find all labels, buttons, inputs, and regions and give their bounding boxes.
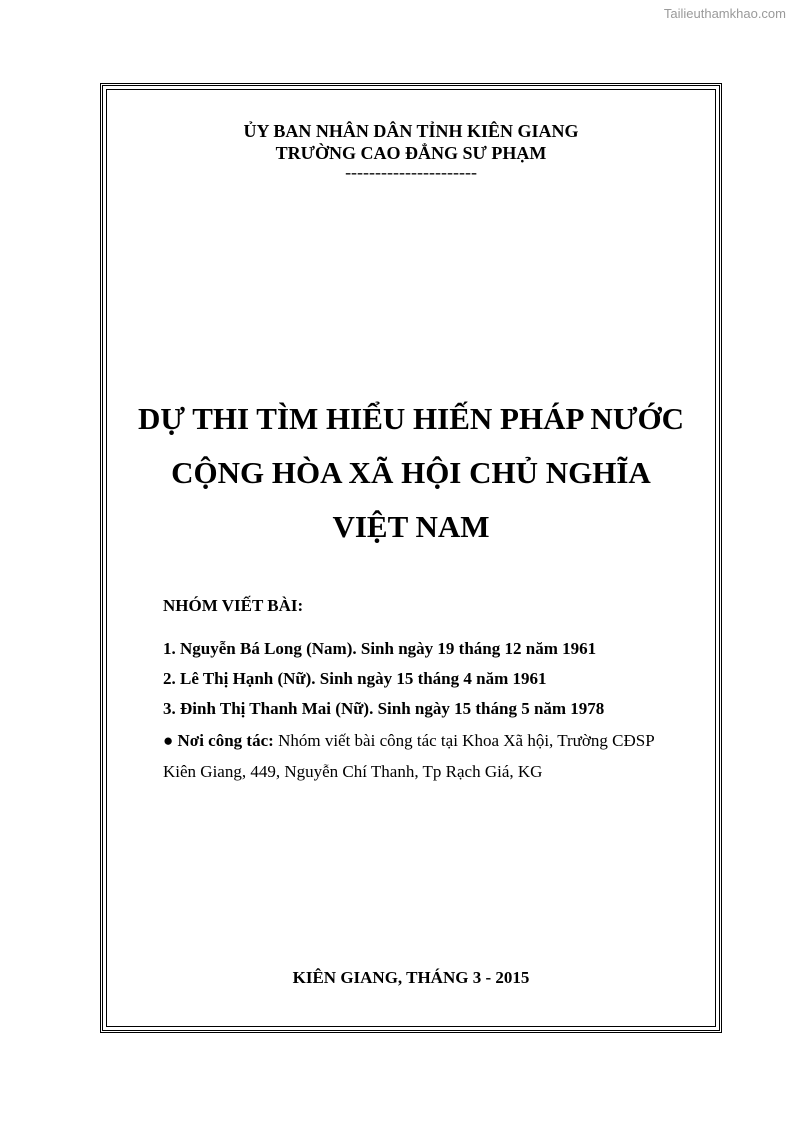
workplace-label: ● Nơi công tác: — [163, 731, 274, 750]
title-line-3: VIỆT NAM — [332, 509, 490, 544]
workplace-text: Nhóm viết bài công tác tại Khoa Xã hội, Trường CĐSP Kiên Giang, 449, Nguyễn Chí Thanh, Tp Rạch Giá, KG — [163, 731, 655, 781]
header-divider: ---------------------- — [345, 162, 477, 182]
institution-header — [107, 120, 715, 180]
title-line-1: DỰ THI TÌM HIỂU HIẾN PHÁP NƯỚC — [138, 401, 684, 436]
authors-heading: NHÓM VIẾT BÀI: — [163, 596, 304, 615]
title-line-2: CỘNG HÒA XÃ HỘI CHỦ NGHĨA — [171, 455, 651, 490]
author-1: 1. Nguyễn Bá Long (Nam). Sinh ngày 19 tháng 12 năm 1961 — [163, 639, 597, 658]
page-border-outer — [100, 83, 722, 1033]
document-title — [107, 392, 715, 554]
header-committee: ỦY BAN NHÂN DÂN TỈNH KIÊN GIANG — [243, 121, 579, 141]
authors-section — [163, 596, 685, 787]
page-border-inner — [106, 89, 716, 1027]
place-and-date: KIÊN GIANG, THÁNG 3 - 2015 — [292, 968, 530, 987]
header-school: TRƯỜNG CAO ĐẲNG SƯ PHẠM — [275, 143, 547, 163]
author-3: 3. Đinh Thị Thanh Mai (Nữ). Sinh ngày 15 tháng 5 năm 1978 — [163, 699, 605, 718]
author-2: 2. Lê Thị Hạnh (Nữ). Sinh ngày 15 tháng 4 năm 1961 — [163, 669, 547, 688]
workplace-paragraph — [163, 725, 685, 787]
watermark-text: Tailieuthamkhao.com — [663, 6, 786, 21]
